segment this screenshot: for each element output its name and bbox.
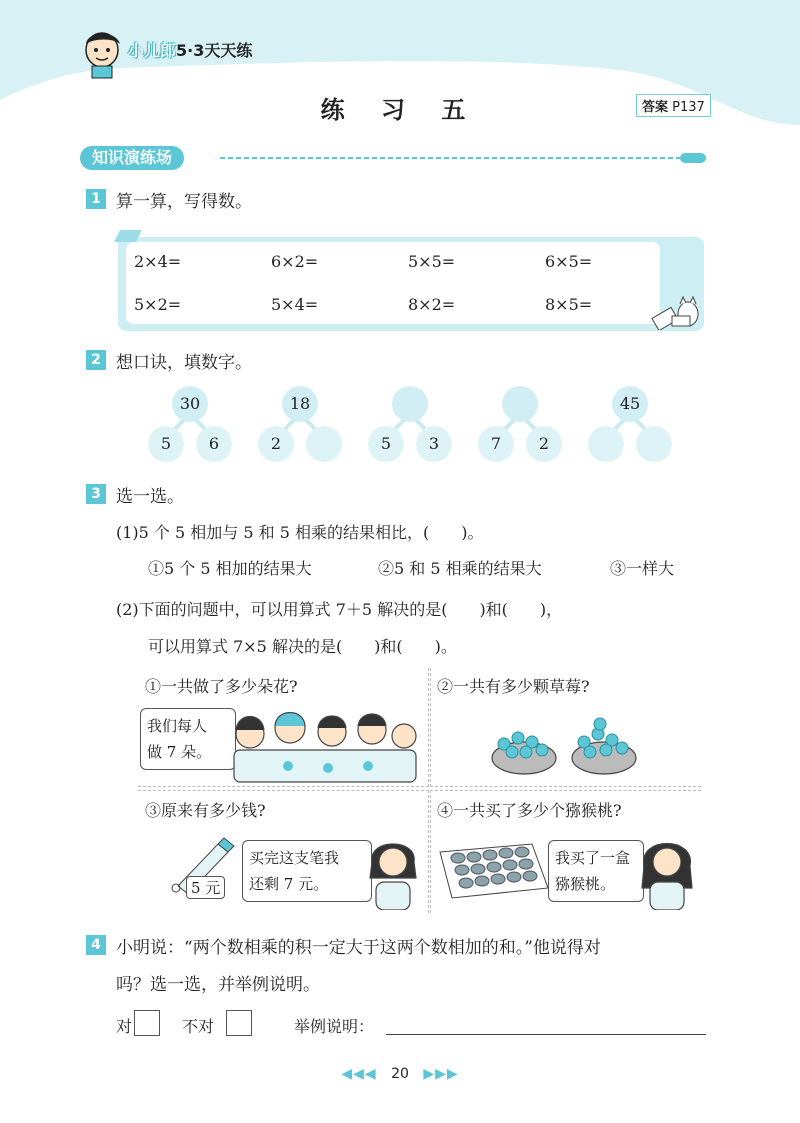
- speech-bubble-1: [140, 708, 236, 770]
- brand-name: 小儿郎: [128, 41, 177, 60]
- ribbon-tag-icon: [112, 228, 144, 244]
- q3-option-3[interactable]: ③一样大: [610, 559, 675, 578]
- question-number-4: 4: [86, 935, 106, 955]
- bubble-left[interactable]: 2: [258, 426, 294, 462]
- picture-4-question: ④一共买了多少个猕猴桃?: [437, 801, 622, 820]
- bubble-top[interactable]: [392, 386, 428, 422]
- girl-2-icon: [636, 832, 698, 910]
- picture-2-question: ②一共有多少颗草莓?: [437, 677, 590, 696]
- wrong-label: 不对: [182, 1017, 215, 1036]
- bubble-right[interactable]: 2: [526, 426, 562, 462]
- bubble-top[interactable]: 18: [282, 386, 318, 422]
- example-answer-line[interactable]: [386, 1034, 706, 1035]
- speech-line: 我买了一盒: [555, 849, 631, 867]
- question-4-text-line1: 小明说：“两个数相乘的积一定大于这两个数相加的和。”他说得对: [116, 938, 601, 958]
- series-name: 5·3天天练: [176, 41, 253, 60]
- right-label: 对: [116, 1017, 133, 1036]
- answer-reference[interactable]: [636, 94, 711, 117]
- question-2-text: 想口诀，填数字。: [116, 353, 252, 373]
- bubble-right[interactable]: [636, 426, 672, 462]
- price-tag: 5 元: [186, 876, 225, 899]
- bubble-right[interactable]: 3: [416, 426, 452, 462]
- speech-line: 猕猴桃。: [555, 875, 616, 893]
- right-checkbox[interactable]: [134, 1010, 160, 1036]
- speech-bubble-3: [242, 840, 372, 902]
- bubble-left[interactable]: 5: [368, 426, 404, 462]
- calc-2: 6×2=: [271, 252, 319, 271]
- question-3-text: 选一选。: [116, 487, 184, 507]
- right-arrows-icon: ▶▶▶: [423, 1066, 459, 1082]
- q3-option-2[interactable]: ②5 和 5 相乘的结果大: [378, 559, 542, 578]
- banner-dashed-line: [220, 150, 710, 166]
- calc-4: 6×5=: [545, 252, 593, 271]
- q3-part1: (1)5 个 5 相加与 5 和 5 相乘的结果相比，( )。: [116, 523, 484, 542]
- question-number-3: 3: [86, 484, 106, 504]
- question-1-text: 算一算，写得数。: [116, 192, 252, 212]
- speech-line: 买完这支笔我: [249, 849, 340, 867]
- page-number: 20: [391, 1066, 409, 1082]
- calc-6: 5×4=: [271, 295, 319, 314]
- girl-icon: [362, 832, 424, 910]
- bubble-right[interactable]: [306, 426, 342, 462]
- q3-option-1[interactable]: ①5 个 5 相加的结果大: [148, 559, 312, 578]
- bubble-left[interactable]: 7: [478, 426, 514, 462]
- picture-3-question: ③原来有多少钱?: [145, 801, 266, 820]
- speech-line: 我们每人: [147, 717, 208, 735]
- children-making-flowers-icon: [228, 704, 418, 784]
- calc-7: 8×2=: [408, 295, 456, 314]
- question-4-text-line2: 吗？选一选，并举例说明。: [116, 975, 320, 995]
- answer-label: 答案: [642, 100, 669, 115]
- speech-bubble-4: [548, 840, 644, 902]
- picture-1-question: ①一共做了多少朵花?: [145, 677, 298, 696]
- bubble-top[interactable]: 45: [612, 386, 648, 422]
- answer-page: P137: [672, 100, 705, 115]
- cat-with-box-icon: [650, 294, 702, 330]
- bubble-left[interactable]: [588, 426, 624, 462]
- wrong-checkbox[interactable]: [226, 1010, 252, 1036]
- kiwi-box-icon: [436, 838, 550, 904]
- page-footer: [0, 1066, 800, 1082]
- bubble-top[interactable]: [502, 386, 538, 422]
- mascot-boy-icon: [80, 28, 126, 80]
- calc-1: 2×4=: [134, 252, 182, 271]
- left-arrows-icon: ◀◀◀: [341, 1066, 377, 1082]
- calc-8: 8×5=: [545, 295, 593, 314]
- calc-3: 5×5=: [408, 252, 456, 271]
- section-banner: 知识演练场: [80, 146, 184, 170]
- bubble-right[interactable]: 6: [196, 426, 232, 462]
- speech-line: 还剩 7 元。: [249, 875, 329, 893]
- example-label: 举例说明：: [294, 1017, 375, 1036]
- q3-part2-line2: 可以用算式 7×5 解决的是( )和( )。: [148, 637, 457, 656]
- speech-line: 做 7 朵。: [147, 743, 212, 761]
- calc-5: 5×2=: [134, 295, 182, 314]
- page-title: 练 习 五: [320, 96, 480, 124]
- question-number-2: 2: [86, 350, 106, 370]
- q3-part2-line1: (2)下面的问题中，可以用算式 7＋5 解决的是( )和( )，: [116, 600, 563, 619]
- question-number-1: 1: [86, 189, 106, 209]
- bubble-top[interactable]: 30: [172, 386, 208, 422]
- hedgehogs-with-strawberries-icon: [486, 712, 646, 778]
- bubble-left[interactable]: 5: [148, 426, 184, 462]
